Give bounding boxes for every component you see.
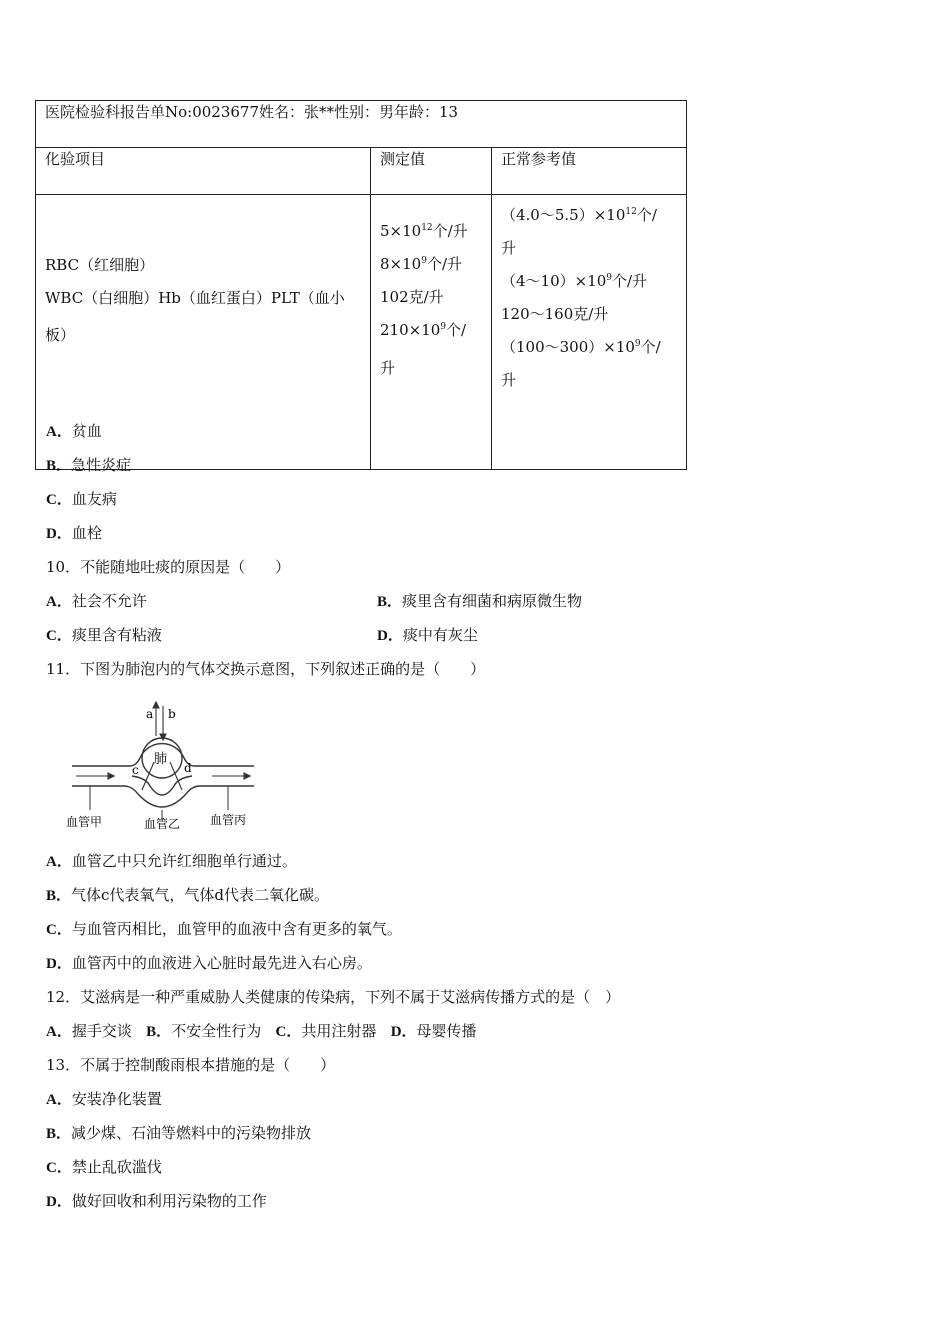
label-b: b [168,707,176,721]
q9-option-c: C．血友病 [46,490,117,508]
value-rbc: $5\times 10^{12}$个/升 [380,222,468,240]
q11-option-d: D．血管丙中的血液进入心脏时最先进入右心房。 [46,954,372,972]
q11-stem: 11．下图为肺泡内的气体交换示意图，下列叙述正确的是（ ） [46,660,486,678]
q10-option-a: A．社会不允许 [46,592,147,610]
label-a: a [146,707,154,721]
q12-option-b: B．不安全性行为 [146,1022,262,1040]
label-c: c [132,763,139,777]
capillary-inner [132,776,192,795]
q13-option-d: D．做好回收和利用污染物的工作 [46,1192,267,1210]
q11-option-c: C．与血管丙相比，血管甲的血液中含有更多的氧气。 [46,920,402,938]
value-wbc: $8\times 10^9$个/升 [380,255,462,273]
q11-option-a: A．血管乙中只允许红细胞单行通过。 [46,852,297,870]
q12-option-c: C．共用注射器 [275,1022,377,1040]
q10-option-c: C．痰里含有粘液 [46,626,162,644]
q13-option-b: B．减少煤、石油等燃料中的污染物排放 [46,1124,312,1142]
q9-option-a: A．贫血 [46,422,102,440]
value-plt: $210\times 10^9$个/ [380,321,467,339]
report-header: 医院检验科报告单No:0023677姓名：张**性别：男年龄：13 [36,101,687,148]
ref-wbc: $(4\sim 10)\times 10^9$个/升 [501,272,648,290]
item-plt-cont: 板） [45,326,76,344]
q12-option-d: D．母婴传播 [390,1022,477,1040]
item-wbc-hb-plt: WBC（白细胞）Hb（血红蛋白）PLT（血小 [45,289,345,307]
q12-stem: 12．艾滋病是一种严重威胁人类健康的传染病，下列不属于艾滋病传播方式的是（ ） [46,988,621,1006]
ref-hb: 120～160克/升 [501,305,609,323]
q11-option-b: B．气体c代表氧气，气体d代表二氧化碳。 [46,886,330,904]
column-value: 测定值 [371,148,492,195]
label-vessel-1: 血管甲 [66,815,103,829]
label-vessel-2: 血管乙 [144,817,181,831]
ref-rbc: $(4.0\sim 5.5)\times 10^{12}$个/ [501,206,657,224]
q9-option-d: D．血栓 [46,524,102,542]
q13-option-c: C．禁止乱砍滥伐 [46,1158,162,1176]
ref-rbc-unit: 升 [501,239,517,257]
column-reference: 正常参考值 [492,148,687,195]
lab-report-table [35,100,687,470]
q9-option-b: B．急性炎症 [46,456,132,474]
reference-cell [492,195,687,470]
q13-option-a: A．安装净化装置 [46,1090,162,1108]
label-d: d [184,761,192,775]
q10-option-b: B．痰里含有细菌和病原微生物 [377,592,583,610]
q13-stem: 13．不属于控制酸雨根本措施的是（ ） [46,1056,336,1074]
label-alveolus: 肺 [154,752,168,767]
q10-stem: 10．不能随地吐痰的原因是（ ） [46,558,291,576]
q10-option-d: D．痰中有灰尘 [377,626,478,644]
values-cell [371,195,492,470]
q12-options [46,1021,477,1042]
item-rbc: RBC（红细胞） [45,256,155,274]
value-hb: 102克/升 [380,288,444,306]
column-item: 化验项目 [36,148,371,195]
ref-plt: $(100\sim 300)\times 10^9$个/ [501,338,661,356]
label-vessel-3: 血管丙 [210,813,247,827]
ref-plt-unit: 升 [501,371,517,389]
alveolus-gas-exchange-figure [62,700,262,835]
vessel-lower-wall [72,786,254,807]
q12-option-a: A．握手交谈 [46,1022,132,1040]
value-plt-unit: 升 [380,359,396,377]
